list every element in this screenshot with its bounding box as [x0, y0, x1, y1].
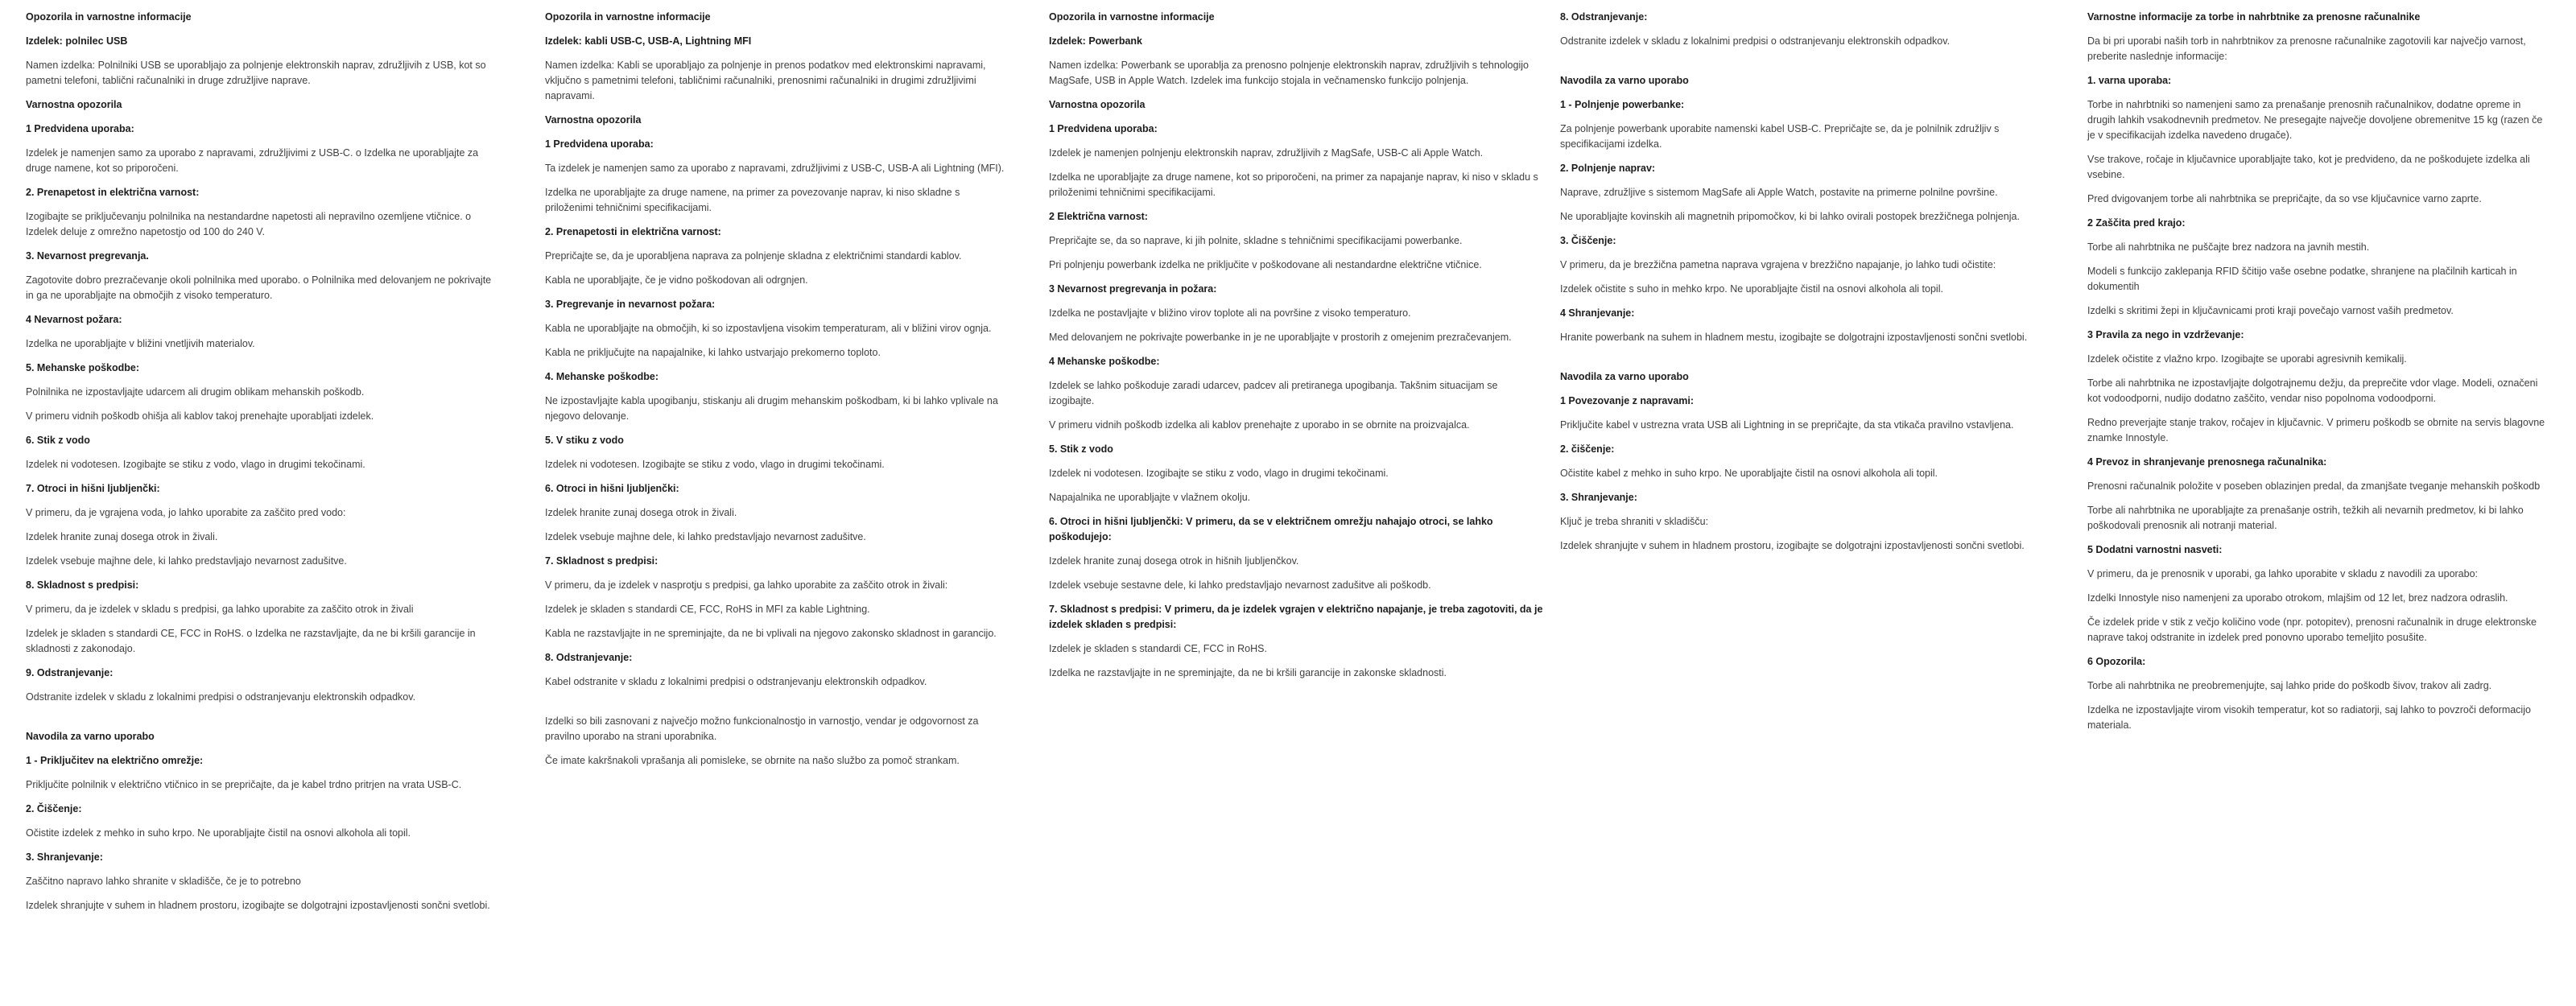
section-heading: 7. Otroci in hišni ljubljenčki: [26, 483, 160, 494]
section-heading: 6 Opozorila: [2087, 656, 2146, 667]
column-usb-charger [26, 10, 497, 922]
section-heading: Izdelek: Powerbank [1049, 35, 1143, 47]
section-heading: 2. Prenapetosti in električna varnost: [545, 226, 721, 237]
paragraph: Vse trakove, ročaje in ključavnice uporabljajte tako, kot je predvideno, da ne poškodujete izdelka ali vsebine. [2087, 154, 2530, 180]
paragraph: Odstranite izdelek v skladu z lokalnimi predpisi o odstranjevanju elektronskih odpadkov. [1560, 35, 1951, 47]
column-powerbank-continued [1560, 10, 2039, 563]
paragraph: Izdelek je namenjen samo za uporabo z napravami, združljivimi z USB-C. o Izdelka ne uporabljajte za druge namene, kot so priporočeni. [26, 147, 479, 174]
paragraph: Izdelek očistite s suho in mehko krpo. Ne uporabljajte čistil na osnovi alkohola ali topil. [1560, 283, 1943, 295]
paragraph: Namen izdelka: Polnilniki USB se uporabljajo za polnjenje elektronskih naprav, združljivih z USB, kot so pametni telefoni, tablični računalniki in druge združljive naprave. [26, 60, 486, 86]
section-heading: 3. Pregrevanje in nevarnost požara: [545, 299, 716, 310]
paragraph: Kabla ne uporabljajte na območjih, ki so izpostavljena visokim temperaturam, ali v bližini virov ognja. [545, 323, 992, 334]
paragraph: Torbe ali nahrbtnika ne puščajte brez nadzora na javnih mestih. [2087, 241, 2370, 253]
section-heading: 3. Shranjevanje: [26, 851, 103, 863]
paragraph: V primeru, da je izdelek v skladu s predpisi, ga lahko uporabite za zaščito otrok in živali [26, 604, 414, 615]
section-heading: 4. Mehanske poškodbe: [545, 371, 659, 382]
paragraph: Očistite izdelek z mehko in suho krpo. Ne uporabljajte čistil na osnovi alkohola ali topil. [26, 827, 411, 839]
paragraph: Da bi pri uporabi naših torb in nahrbtnikov za prenosne računalnike zagotovili kar največjo varnost, preberite naslednje informacije: [2087, 35, 2526, 62]
section-heading: 6. Stik z vodo [26, 435, 90, 446]
section-heading: 7. Skladnost s predpisi: V primeru, da je izdelek vgrajen v električno napajanje, je treba zagotoviti, da je izdelek skladen s predpisi: [1049, 604, 1543, 630]
paragraph: Prepričajte se, da so naprave, ki jih polnite, skladne s tehničnimi specifikacijami powerbanke. [1049, 235, 1463, 246]
paragraph: Ključ je treba shraniti v skladišču: [1560, 516, 1709, 527]
paragraph: Izdelek hranite zunaj dosega otrok in hišnih ljubljenčkov. [1049, 555, 1299, 567]
paragraph: Izdelek se lahko poškoduje zaradi udarcev, padcev ali pretiranega upogibanja. Takšnim situacijam se izogibajte. [1049, 380, 1498, 406]
paragraph: Izdelek shranjujte v suhem in hladnem prostoru, izogibajte se dolgotrajni izpostavljenosti sončni svetlobi. [1560, 540, 2025, 551]
column-powerbank [1049, 10, 1546, 690]
section-heading: 5. Stik z vodo [1049, 443, 1113, 455]
paragraph: Ne uporabljajte kovinskih ali magnetnih pripomočkov, ki bi lahko ovirali postopek brezžičnega polnjenja. [1560, 211, 2020, 222]
section-heading: 2. čiščenje: [1560, 443, 1615, 455]
paragraph: Modeli s funkcijo zaklepanja RFID ščitijo vaše osebne podatke, shranjene na plačilnih karticah in dokumentih [2087, 266, 2517, 292]
paragraph: Torbe ali nahrbtnika ne izpostavljajte dolgotrajnemu dežju, da preprečite vdor vlage. Modeli, označeni kot vodoodporni, nudijo dodatno zaščito, vendar niso popolnoma vodoodporni. [2087, 377, 2538, 404]
paragraph: Izdelka ne uporabljajte v bližini vnetljivih materialov. [26, 338, 255, 349]
paragraph: Izdelki so bili zasnovani z največjo možno funkcionalnostjo in varnostjo, vendar je odgovornost za pravilno uporabo na strani uporabnika. [545, 715, 979, 742]
paragraph: Ta izdelek je namenjen samo za uporabo z napravami, združljivimi z USB-C, USB-A ali Lightning (MFI). [545, 163, 1005, 174]
paragraph: Izdelek ni vodotesen. Izogibajte se stiku z vodo, vlago in drugimi tekočinami. [545, 459, 885, 470]
section-heading: Navodila za varno uporabo [1560, 75, 1689, 86]
section-heading: 4 Prevoz in shranjevanje prenosnega računalnika: [2087, 456, 2327, 468]
paragraph: Izdelek je skladen s standardi CE, FCC, RoHS in MFI za kable Lightning. [545, 604, 870, 615]
section-heading: 2 Električna varnost: [1049, 211, 1148, 222]
section-heading: 6. Otroci in hišni ljubljenčki: V primeru, da se v električnem omrežju nahajajo otroci, se lahko poškodujejo: [1049, 516, 1493, 542]
paragraph: Namen izdelka: Kabli se uporabljajo za polnjenje in prenos podatkov med elektronskimi napravami, vključno s pametnimi telefoni, tabličnimi računalniki, prenosnimi računalniki in drugimi združljivimi napravami. [545, 60, 986, 101]
section-heading: 2 Zaščita pred krajo: [2087, 217, 2186, 229]
paragraph: V primeru, da je vgrajena voda, jo lahko uporabite za zaščito pred vodo: [26, 507, 346, 518]
section-heading: 1 Predvidena uporaba: [545, 138, 654, 150]
paragraph: Izdelka ne razstavljajte in ne spreminjajte, da ne bi kršili garancije in zakonske skladnosti. [1049, 667, 1447, 678]
paragraph: Izdelek ni vodotesen. Izogibajte se stiku z vodo, vlago in drugimi tekočinami. [1049, 468, 1389, 479]
paragraph: Izdelka ne uporabljajte za druge namene, na primer za povezovanje naprav, ki niso skladne s priloženimi tehničnimi specifikacijami. [545, 187, 960, 213]
column-laptop-bags [2087, 10, 2548, 742]
section-heading: Varnostna opozorila [1049, 99, 1146, 110]
paragraph: Zaščitno napravo lahko shranite v skladišče, če je to potrebno [26, 876, 301, 887]
paragraph: V primeru vidnih poškodb ohišja ali kablov takoj prenehajte uporabljati izdelek. [26, 410, 374, 422]
paragraph: Očistite kabel z mehko in suho krpo. Ne uporabljajte čistil na osnovi alkohola ali topil. [1560, 468, 1938, 479]
paragraph: Torbe in nahrbtniki so namenjeni samo za prenašanje prenosnih računalnikov, dodatne opreme in drugih lahkih vsakodnevnih predmetov. Ne presegajte največje dovoljene obremenitve 15 kg (razen če je v specifikacijah izdelka navedeno drugače). [2087, 99, 2543, 141]
section-heading: 1 Predvidena uporaba: [26, 123, 134, 134]
paragraph: Izdelek shranjujte v suhem in hladnem prostoru, izogibajte se dolgotrajni izpostavljenosti sončni svetlobi. [26, 900, 490, 911]
section-heading: Izdelek: kabli USB-C, USB-A, Lightning MFI [545, 35, 752, 47]
paragraph: Izdelek ni vodotesen. Izogibajte se stiku z vodo, vlago in drugimi tekočinami. [26, 459, 365, 470]
section-heading: 5. V stiku z vodo [545, 435, 624, 446]
paragraph: Izdelek vsebuje sestavne dele, ki lahko predstavljajo nevarnost zadušitve ali poškodb. [1049, 579, 1431, 591]
section-heading: Varnostna opozorila [545, 114, 642, 126]
section-heading: 2. Čiščenje: [26, 803, 82, 814]
paragraph: V primeru, da je izdelek v nasprotju s predpisi, ga lahko uporabite za zaščito otrok in živali: [545, 579, 948, 591]
paragraph: Izdelek je skladen s standardi CE, FCC in RoHS. o Izdelka ne razstavljajte, da ne bi kršili garancije in skladnosti z zakonodajo. [26, 628, 476, 654]
section-heading: 3 Nevarnost pregrevanja in požara: [1049, 283, 1217, 295]
section-heading: Opozorila in varnostne informacije [26, 11, 192, 23]
section-heading: 4 Mehanske poškodbe: [1049, 356, 1160, 367]
paragraph: Namen izdelka: Powerbank se uporablja za prenosno polnjenje elektronskih naprav, združljivih s tehnologijo MagSafe, USB in Apple Watch. Izdelek ima funkcijo stojala in večnamensko funkcijo polnjenja. [1049, 60, 1529, 86]
section-heading: 8. Odstranjevanje: [1560, 11, 1648, 23]
paragraph: Izdelek hranite zunaj dosega otrok in živali. [545, 507, 737, 518]
section-heading: 8. Odstranjevanje: [545, 652, 633, 663]
paragraph: Izdelka ne uporabljajte za druge namene, kot so priporočeni, na primer za napajanje naprav, ki niso v skladu s priloženimi tehničnimi specifikacijami. [1049, 171, 1538, 198]
section-heading: 9. Odstranjevanje: [26, 667, 114, 678]
paragraph: Izdelka ne izpostavljajte virom visokih temperatur, kot so radiatorji, saj lahko to povzroči deformacijo materiala. [2087, 704, 2531, 731]
section-heading: 1. varna uporaba: [2087, 75, 2172, 86]
paragraph: Pred dvigovanjem torbe ali nahrbtnika se prepričajte, da so vse ključavnice varno zaprte. [2087, 193, 2482, 204]
paragraph: Izogibajte se priključevanju polnilnika na nestandardne napetosti ali nepravilno ozemljene vtičnice. o Izdelek deluje z omrežno napetostjo od 100 do 240 V. [26, 211, 472, 237]
paragraph: Napajalnika ne uporabljajte v vlažnem okolju. [1049, 492, 1251, 503]
section-heading: 1 - Polnjenje powerbanke: [1560, 99, 1685, 110]
section-heading: Navodila za varno uporabo [26, 731, 155, 742]
paragraph: Priključite kabel v ustrezna vrata USB ali Lightning in se prepričajte, da sta vtikača pravilno vstavljena. [1560, 419, 2014, 431]
paragraph: Hranite powerbank na suhem in hladnem mestu, izogibajte se dolgotrajni izpostavljenosti sončni svetlobi. [1560, 332, 2028, 343]
paragraph: Torbe ali nahrbtnika ne uporabljajte za prenašanje ostrih, težkih ali nevarnih predmetov, ki bi lahko poškodovali prenosnik ali notranji material. [2087, 505, 2524, 531]
paragraph: Polnilnika ne izpostavljajte udarcem ali drugim oblikam mehanskih poškodb. [26, 386, 365, 398]
paragraph: Izdelki s skritimi žepi in ključavnicami proti kraji povečajo varnost vaših predmetov. [2087, 305, 2454, 316]
paragraph: Izdelek očistite z vlažno krpo. Izogibajte se uporabi agresivnih kemikalij. [2087, 353, 2407, 365]
paragraph: Kabla ne razstavljajte in ne spreminjajte, da ne bi vplivali na njegovo zakonsko skladnost in garancijo. [545, 628, 997, 639]
section-heading: 1 Predvidena uporaba: [1049, 123, 1158, 134]
paragraph: V primeru, da je brezžična pametna naprava vgrajena v brezžično napajanje, jo lahko tudi očistite: [1560, 259, 1996, 270]
paragraph: Če izdelek pride v stik z večjo količino vode (npr. potopitev), prenosni računalnik in druge elektronske naprave takoj odstranite in izdelek pred ponovno uporabo temeljito posušite. [2087, 616, 2537, 643]
section-heading: Varnostna opozorila [26, 99, 122, 110]
paragraph: Torbe ali nahrbtnika ne preobremenjujte, saj lahko pride do poškodb šivov, trakov ali zadrg. [2087, 680, 2492, 691]
paragraph: Med delovanjem ne pokrivajte powerbanke in je ne uporabljajte v prostorih z omejenim prezračevanjem. [1049, 332, 1512, 343]
section-heading: Opozorila in varnostne informacije [1049, 11, 1215, 23]
section-heading: 3. Čiščenje: [1560, 235, 1616, 246]
paragraph: Izdelek hranite zunaj dosega otrok in živali. [26, 531, 218, 542]
paragraph: Izdelek je skladen s standardi CE, FCC in RoHS. [1049, 643, 1267, 654]
section-heading: 8. Skladnost s predpisi: [26, 579, 139, 591]
section-heading: 1 - Priključitev na električno omrežje: [26, 755, 204, 766]
paragraph: Prepričajte se, da je uporabljena naprava za polnjenje skladna z električnimi standardi kablov. [545, 250, 962, 262]
paragraph: Kabel odstranite v skladu z lokalnimi predpisi o odstranjevanju elektronskih odpadkov. [545, 676, 927, 687]
section-heading: 2. Polnjenje naprav: [1560, 163, 1656, 174]
section-heading: 5. Mehanske poškodbe: [26, 362, 140, 373]
paragraph: Kabla ne priključujte na napajalnike, ki lahko ustvarjajo prekomerno toploto. [545, 347, 881, 358]
column-cables [545, 10, 1005, 777]
paragraph: Izdelek vsebuje majhne dele, ki lahko predstavljajo nevarnost zadušitve. [26, 555, 347, 567]
paragraph: Za polnjenje powerbank uporabite namenski kabel USB-C. Prepričajte se, da je polnilnik združljiv s specifikacijami izdelka. [1560, 123, 2000, 150]
paragraph: Izdelka ne postavljajte v bližino virov toplote ali na površine z visoko temperaturo. [1049, 307, 1411, 319]
paragraph: Če imate kakršnakoli vprašanja ali pomisleke, se obrnite na našo službo za pomoč strankam. [545, 755, 960, 766]
paragraph: Zagotovite dobro prezračevanje okoli polnilnika med uporabo. o Polnilnika med delovanjem ne pokrivajte in ga ne uporabljajte na območjih z visoko temperaturo. [26, 274, 492, 301]
paragraph: Ne izpostavljajte kabla upogibanju, stiskanju ali drugim mehanskim poškodbam, ki bi lahko vplivale na njegovo delovanje. [545, 395, 998, 422]
section-heading: Navodila za varno uporabo [1560, 371, 1689, 382]
paragraph: Odstranite izdelek v skladu z lokalnimi predpisi o odstranjevanju elektronskih odpadkov. [26, 691, 416, 703]
paragraph: Kabla ne uporabljajte, če je vidno poškodovan ali odrgnjen. [545, 274, 808, 286]
paragraph: Izdelki Innostyle niso namenjeni za uporabo otrokom, mlajšim od 12 let, brez nadzora odraslih. [2087, 592, 2508, 604]
section-heading: Opozorila in varnostne informacije [545, 11, 711, 23]
paragraph: Prenosni računalnik položite v poseben oblazinjen predal, da zmanjšate tveganje mehanskih poškodb [2087, 480, 2541, 492]
paragraph: Priključite polnilnik v električno vtičnico in se prepričajte, da je kabel trdno pritrjen na vrata USB-C. [26, 779, 462, 790]
section-heading: 1 Povezovanje z napravami: [1560, 395, 1695, 406]
section-heading: 5 Dodatni varnostni nasveti: [2087, 544, 2223, 555]
paragraph: V primeru vidnih poškodb izdelka ali kablov prenehajte z uporabo in se obrnite na proizvajalca. [1049, 419, 1470, 431]
paragraph: Redno preverjajte stanje trakov, ročajev in ključavnic. V primeru poškodb se obrnite na servis blagovne znamke Innostyle. [2087, 417, 2545, 443]
paragraph: Izdelek vsebuje majhne dele, ki lahko predstavljajo nevarnost zadušitve. [545, 531, 866, 542]
section-heading: 3 Pravila za nego in vzdrževanje: [2087, 329, 2244, 340]
paragraph: Izdelek je namenjen polnjenju elektronskih naprav, združljivih z MagSafe, USB-C ali Apple Watch. [1049, 147, 1484, 159]
section-heading: Izdelek: polnilec USB [26, 35, 128, 47]
section-heading: 3. Shranjevanje: [1560, 492, 1637, 503]
section-heading: 4 Shranjevanje: [1560, 307, 1635, 319]
paragraph: Naprave, združljive s sistemom MagSafe ali Apple Watch, postavite na primerne polnilne površine. [1560, 187, 1998, 198]
section-heading: Varnostne informacije za torbe in nahrbtnike za prenosne računalnike [2087, 11, 2421, 23]
section-heading: 4 Nevarnost požara: [26, 314, 122, 325]
section-heading: 2. Prenapetost in električna varnost: [26, 187, 200, 198]
paragraph: Pri polnjenju powerbank izdelka ne priključite v poškodovane ali nestandardne električne vtičnice. [1049, 259, 1482, 270]
section-heading: 7. Skladnost s predpisi: [545, 555, 658, 567]
paragraph: V primeru, da je prenosnik v uporabi, ga lahko uporabite v skladu z navodili za uporabo: [2087, 568, 2479, 579]
section-heading: 6. Otroci in hišni ljubljenčki: [545, 483, 679, 494]
section-heading: 3. Nevarnost pregrevanja. [26, 250, 149, 262]
